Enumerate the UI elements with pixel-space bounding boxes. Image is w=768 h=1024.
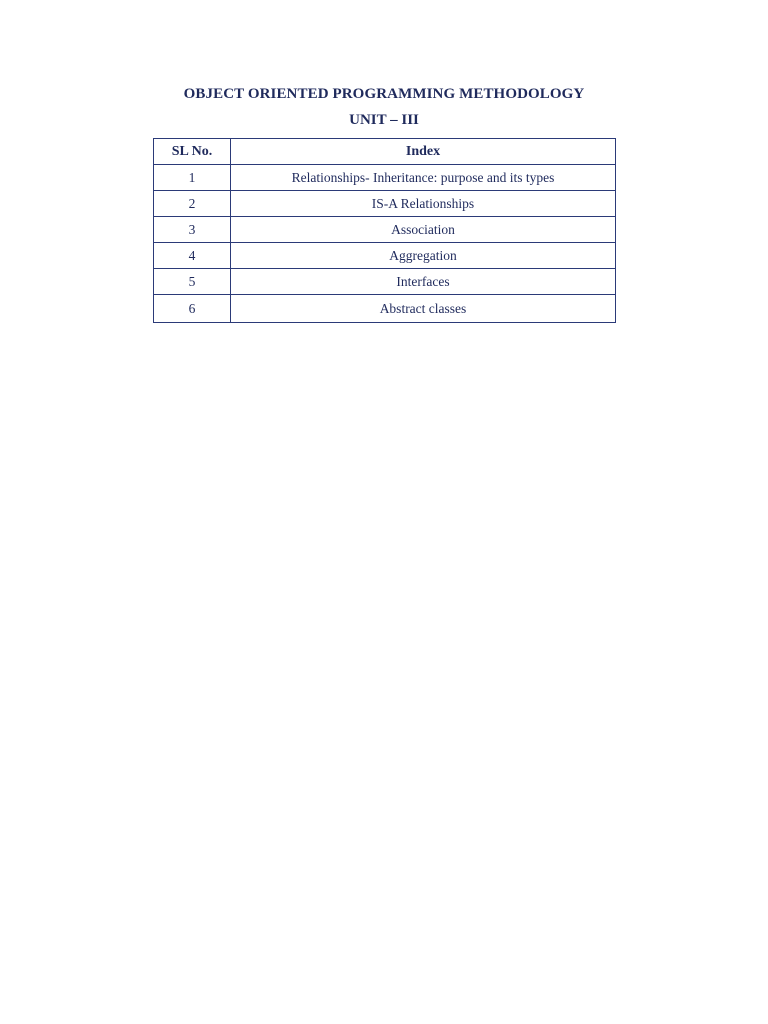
document-title: OBJECT ORIENTED PROGRAMMING METHODOLOGY xyxy=(183,86,585,102)
topic-cell: Interfaces xyxy=(231,269,616,295)
table-row xyxy=(154,165,616,191)
table-header-row xyxy=(154,139,616,165)
unit-heading: UNIT – III xyxy=(349,112,419,128)
index-table xyxy=(153,138,616,323)
table-row xyxy=(154,243,616,269)
sl-no-cell: 3 xyxy=(154,217,231,243)
table-row xyxy=(154,269,616,295)
sl-no-cell: 1 xyxy=(154,165,231,191)
table-row xyxy=(154,191,616,217)
table-row xyxy=(154,217,616,243)
topic-cell: IS-A Relationships xyxy=(231,191,616,217)
topic-cell: Abstract classes xyxy=(231,295,616,323)
topic-cell: Relationships- Inheritance: purpose and its types xyxy=(231,165,616,191)
sl-no-cell: 5 xyxy=(154,269,231,295)
sl-no-cell: 6 xyxy=(154,295,231,323)
topic-cell: Aggregation xyxy=(231,243,616,269)
table-row xyxy=(154,295,616,323)
index-header: Index xyxy=(231,139,616,165)
sl-no-cell: 4 xyxy=(154,243,231,269)
topic-cell: Association xyxy=(231,217,616,243)
sl-no-header: SL No. xyxy=(154,139,231,165)
sl-no-cell: 2 xyxy=(154,191,231,217)
